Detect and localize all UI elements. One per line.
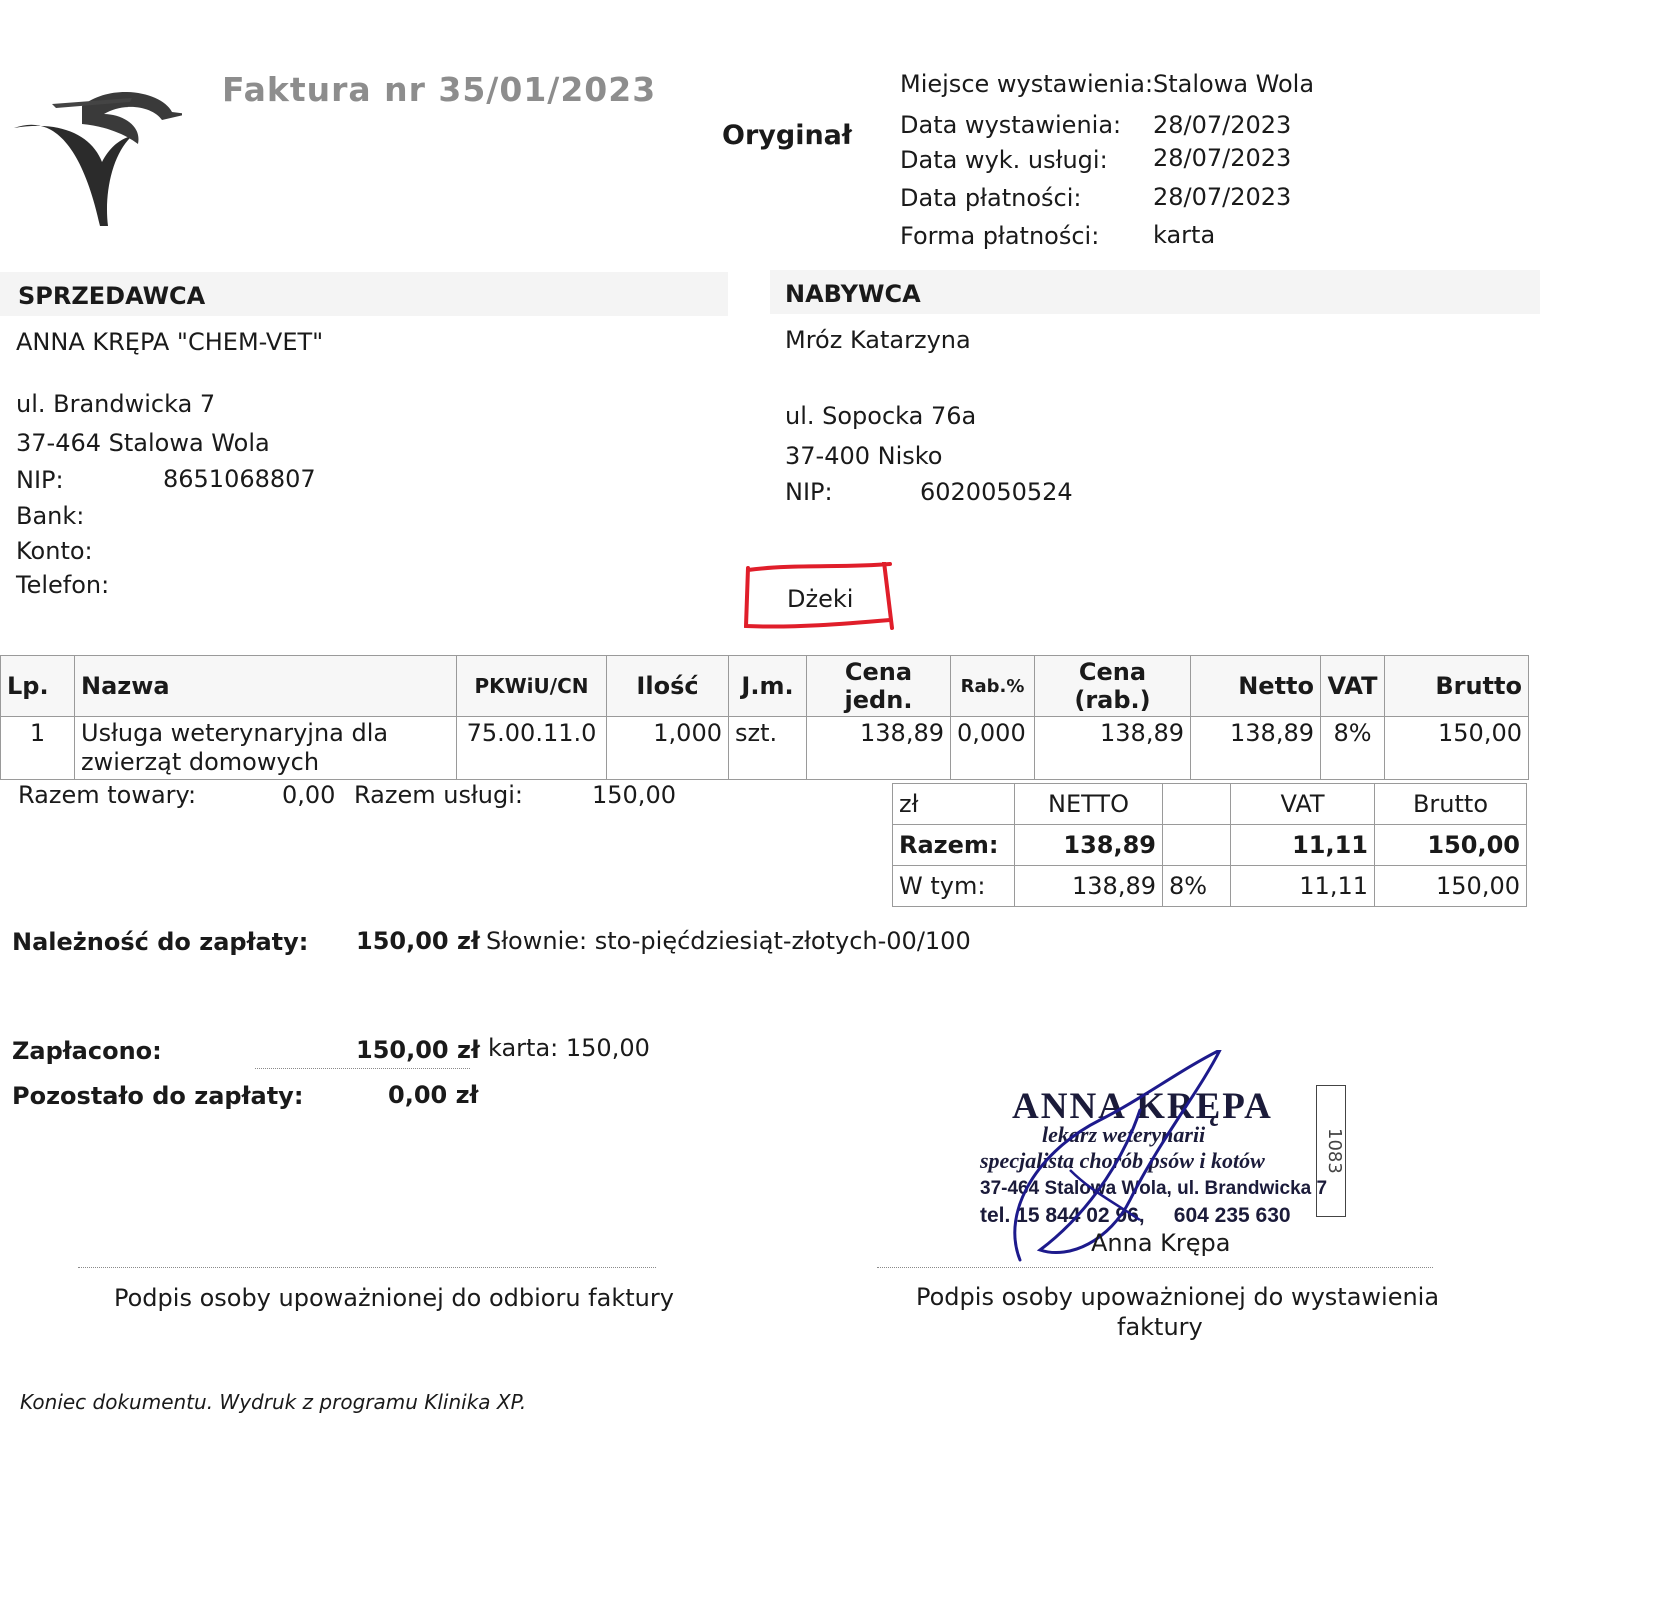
issuer-signature-line — [877, 1267, 1433, 1268]
summary-including-gross: 150,00 — [1375, 866, 1527, 907]
summary-header-rate — [1163, 784, 1231, 825]
seller-bank-label: Bank: — [16, 502, 85, 530]
summary-total-rate — [1163, 825, 1231, 866]
buyer-name: Mróz Katarzyna — [785, 326, 971, 354]
amount-due-label: Należność do zapłaty: — [12, 928, 309, 956]
table-row — [1, 717, 1529, 780]
issuer-signature-caption-line1: Podpis osoby upoważnionej do wystawienia — [916, 1283, 1440, 1311]
buyer-city: 37-400 Nisko — [785, 442, 943, 470]
services-total-label: Razem usługi: — [354, 781, 523, 809]
col-header-discount: Rab.% — [951, 656, 1035, 717]
cell-qty: 1,000 — [607, 717, 729, 780]
cell-unit-price: 138,89 — [807, 717, 951, 780]
cell-vat: 8% — [1321, 717, 1385, 780]
stamp-line2: lekarz weterynarii — [1042, 1122, 1206, 1147]
footer-note: Koniec dokumentu. Wydruk z programu Klinika XP. — [20, 1390, 527, 1414]
col-header-unit: J.m. — [729, 656, 807, 717]
summary-including-net: 138,89 — [1015, 866, 1163, 907]
summary-header-row — [893, 784, 1527, 825]
cell-net: 138,89 — [1191, 717, 1321, 780]
items-table — [0, 655, 1529, 780]
stamp-line1: ANNA KRĘPA — [1012, 1086, 1273, 1127]
col-header-net: Netto — [1191, 656, 1321, 717]
col-header-pkwiu: PKWiU/CN — [457, 656, 607, 717]
cell-discount: 0,000 — [951, 717, 1035, 780]
stamp-line5: tel. 15 844 02 96, 604 235 630 — [980, 1204, 1291, 1227]
cell-name-line1: Usługa weterynaryjna dla — [81, 719, 389, 747]
cell-price-discounted: 138,89 — [1035, 717, 1191, 780]
summary-total-label: Razem: — [893, 825, 1015, 866]
goods-total-label: Razem towary: — [18, 781, 197, 809]
summary-including-row — [893, 866, 1527, 907]
seller-account-label: Konto: — [16, 537, 93, 565]
cell-lp: 1 — [1, 717, 75, 780]
summary-total-vat: 11,11 — [1231, 825, 1375, 866]
receiver-signature-caption: Podpis osoby upoważnionej do odbioru faktury — [114, 1284, 674, 1312]
stamp-line3: specjalista chorób psów i kotów — [980, 1148, 1265, 1173]
paid-value: 150,00 zł — [356, 1036, 480, 1064]
receiver-signature-line — [78, 1267, 656, 1268]
vat-summary-table — [892, 783, 1527, 907]
meta-value-payment-form: karta — [1153, 221, 1216, 249]
paid-label: Zapłacono: — [12, 1037, 162, 1065]
col-header-lp: Lp. — [1, 656, 75, 717]
summary-header-gross: Brutto — [1375, 784, 1527, 825]
summary-header-net: NETTO — [1015, 784, 1163, 825]
seller-nip-label: NIP: — [16, 466, 64, 494]
meta-value-issue-date: 28/07/2023 — [1153, 111, 1292, 139]
cell-name-line2: zwierząt domowych — [81, 748, 320, 776]
col-header-vat: VAT — [1321, 656, 1385, 717]
paid-method: karta: 150,00 — [488, 1034, 650, 1062]
meta-value-place: Stalowa Wola — [1153, 70, 1315, 98]
services-total-value: 150,00 — [592, 781, 676, 809]
buyer-nip: 6020050524 — [920, 478, 1073, 506]
amount-due-value: 150,00 zł — [356, 927, 480, 955]
items-header-row — [1, 656, 1529, 717]
meta-value-payment-date: 28/07/2023 — [1153, 183, 1292, 211]
summary-including-label: W tym: — [893, 866, 1015, 907]
cell-name — [75, 717, 457, 780]
cell-unit: szt. — [729, 717, 807, 780]
seller-city: 37-464 Stalowa Wola — [16, 429, 270, 457]
summary-including-rate: 8% — [1163, 866, 1231, 907]
summary-currency: zł — [893, 784, 1015, 825]
handwritten-note: Dżeki — [787, 585, 854, 613]
seller-phone-label: Telefon: — [16, 571, 110, 599]
meta-label-issue-date: Data wystawienia: — [900, 111, 1122, 139]
amount-in-words: Słownie: sto-pięćdziesiąt-złotych-00/100 — [486, 927, 971, 955]
seller-nip: 8651068807 — [163, 465, 316, 493]
meta-label-payment-form: Forma płatności: — [900, 222, 1100, 250]
company-logo — [12, 84, 182, 234]
stamp-line4: 37-464 Stalowa Wola, ul. Brandwicka 7 — [980, 1178, 1328, 1199]
col-header-qty: Ilość — [607, 656, 729, 717]
meta-label-service-date: Data wyk. usługi: — [900, 146, 1108, 174]
seller-name: ANNA KRĘPA "CHEM-VET" — [16, 328, 324, 356]
summary-total-net: 138,89 — [1015, 825, 1163, 866]
copy-label: Oryginał — [722, 120, 852, 151]
buyer-heading: NABYWCA — [785, 280, 921, 308]
col-header-gross: Brutto — [1385, 656, 1529, 717]
paid-underline — [255, 1068, 470, 1069]
meta-value-service-date: 28/07/2023 — [1153, 144, 1292, 172]
col-header-name: Nazwa — [75, 656, 457, 717]
summary-total-row — [893, 825, 1527, 866]
seller-heading: SPRZEDAWCA — [18, 282, 206, 310]
buyer-nip-label: NIP: — [785, 478, 833, 506]
meta-label-payment-date: Data płatności: — [900, 184, 1082, 212]
seller-street: ul. Brandwicka 7 — [16, 390, 216, 418]
issuer-name: Anna Krępa — [1091, 1229, 1231, 1257]
cell-gross: 150,00 — [1385, 717, 1529, 780]
remaining-label: Pozostało do zapłaty: — [12, 1082, 304, 1110]
col-header-unit-price: Cena jedn. — [807, 656, 951, 717]
stamp-side-number: 1083 — [1316, 1085, 1346, 1217]
meta-label-place: Miejsce wystawienia: — [900, 70, 1154, 98]
goods-total-value: 0,00 — [282, 781, 336, 809]
summary-including-vat: 11,11 — [1231, 866, 1375, 907]
issuer-signature-caption-line2: faktury — [1117, 1313, 1203, 1341]
invoice-title: Faktura nr 35/01/2023 — [222, 70, 657, 109]
col-header-price-discounted: Cena (rab.) — [1035, 656, 1191, 717]
summary-total-gross: 150,00 — [1375, 825, 1527, 866]
buyer-street: ul. Sopocka 76a — [785, 402, 977, 430]
remaining-value: 0,00 zł — [388, 1081, 479, 1109]
cell-pkwiu: 75.00.11.0 — [457, 717, 607, 780]
summary-header-vat: VAT — [1231, 784, 1375, 825]
